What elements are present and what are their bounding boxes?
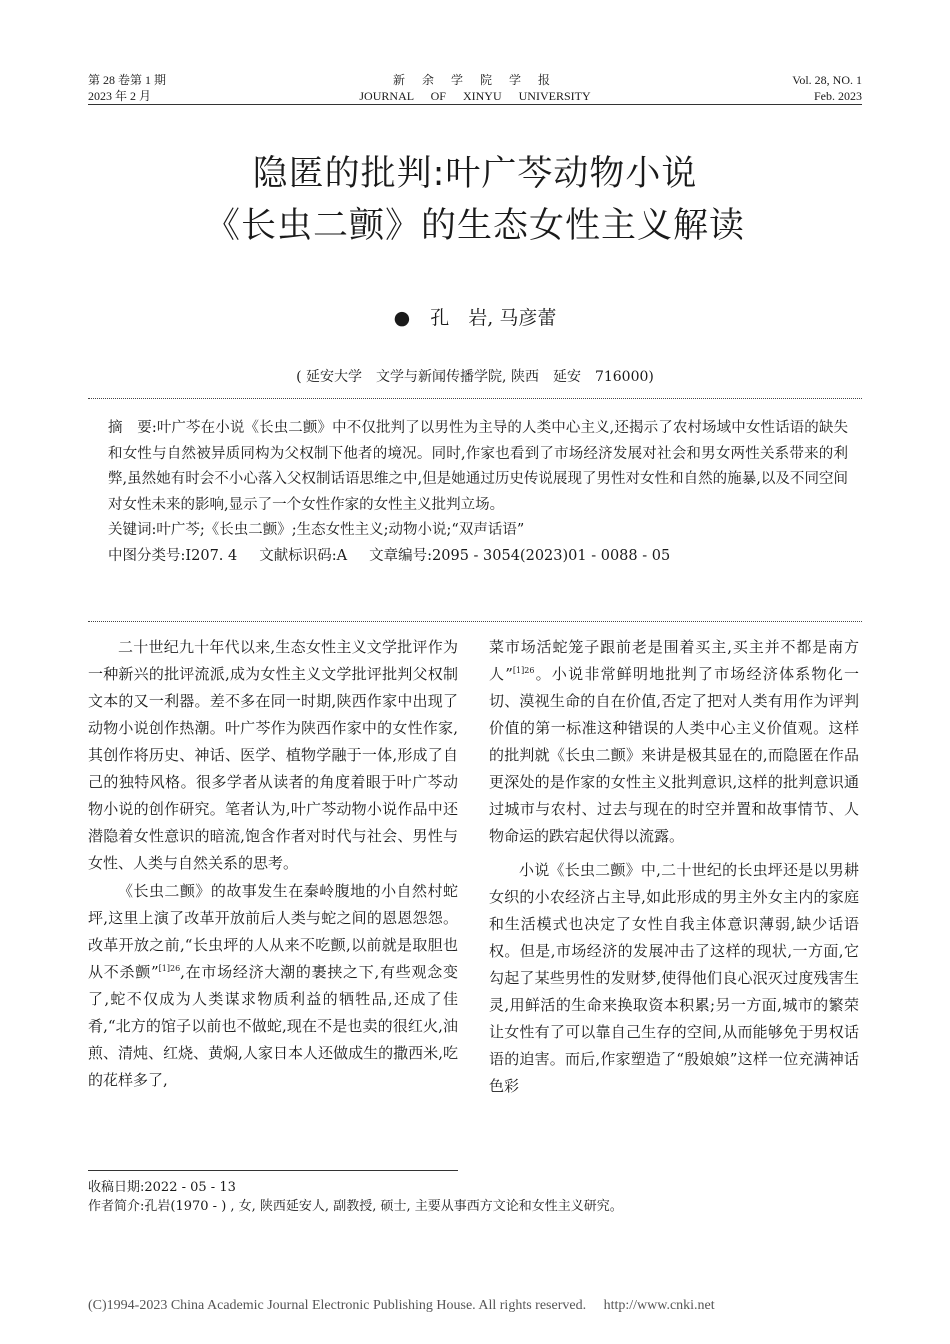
abstract-label: 摘 要: <box>108 420 157 436</box>
body-paragraph: 小说《长虫二颤》中,二十世纪的长虫坪还是以男耕女织的小农经济占主导,如此形成的男主外女主内的家庭和生活模式也决定了女性自我主体意识薄弱,缺少话语权。但是,市场经济的发展冲击了这样的现状,一方面,它勾起了某些男性的发财梦,使得他们良心泯灭过度残害生灵,用鲜活的生命来换取资本积累;另一方面,城市的繁荣让女性有了可以靠自己生存的空间,从而能够免于男权话语的迫害。而后,作家塑造了“殷娘娘”这样一位充满神话色彩 <box>489 861 859 1095</box>
volume-issue-en: Vol. 28, NO. 1 <box>792 73 862 87</box>
body-column-right <box>489 634 859 1100</box>
issue-date-cn: 2023 年 2 月 <box>88 89 152 103</box>
paragraph-text: ,在市场经济大潮的裹挟之下,有些观念变了,蛇不仅成为人类谋求物质利益的牺牲品,还成了佳肴,“北方的馆子以前也不做蛇,现在不是也卖的很红火,油煎、清炖、红烧、黄焖,人家日本人还做成生的撒西米,吃的花样多了, <box>88 963 459 1089</box>
title-line-1: 隐匿的批判:叶广芩动物小说 <box>252 154 698 194</box>
journal-name-en: JOURNAL OF XINYU UNIVERSITY <box>359 89 591 103</box>
footnote-rule <box>88 1170 458 1171</box>
clc-value: I207. 4 <box>185 547 238 564</box>
affiliation: ( 延安大学 文学与新闻传播学院, 陕西 延安 716000) <box>296 369 654 385</box>
body-paragraph <box>88 878 458 1094</box>
title-line-2: 《长虫二颤》的生态女性主义解读 <box>204 206 745 246</box>
keywords-label: 关键词: <box>108 522 157 538</box>
journal-issue-cn <box>88 72 166 104</box>
keywords-text: 叶广芩;《长虫二颤》;生态女性主义;动物小说;“双声话语” <box>156 522 525 538</box>
doc-code-value: A <box>336 547 348 564</box>
author-line <box>88 305 862 331</box>
received-date: 收稿日期:2022 - 05 - 13 <box>88 1180 236 1195</box>
journal-issue-en <box>792 72 862 104</box>
paragraph-text: 菜市场活蛇笼子跟前老是围着买主,买主并不都是南方人” <box>489 638 859 683</box>
abstract-block <box>108 416 848 569</box>
body-paragraph: 二十世纪九十年代以来,生态女性主义文学批评作为一种新兴的批评流派,成为女性主义文学批评批判父权制文本的又一利器。差不多在同一时期,陕西作家中出现了动物小说创作热潮。叶广芩作为陕西作家中的女性作家,其创作将历史、神话、医学、植物学融于一体,形成了自己的独特风格。很多学者从读者的角度着眼于叶广芩动物小说的创作研究。笔者认为,叶广芩动物小说作品中还潜隐着女性意识的暗流,饱含作者对时代与社会、男性与女性、人类与自然关系的思考。 <box>88 638 458 872</box>
body-paragraph <box>489 634 859 850</box>
abstract-top-rule <box>88 398 862 399</box>
abstract <box>108 416 848 518</box>
keywords <box>108 518 848 544</box>
clc-label: 中图分类号: <box>108 547 186 564</box>
author-bio: 作者简介:孔岩(1970 - ) , 女, 陕西延安人, 副教授, 硕士, 主要从事西方文论和女性主义研究。 <box>88 1199 623 1214</box>
doc-code-label: 文献标识码: <box>259 547 337 564</box>
author-names: 孔 岩, 马彦蕾 <box>430 307 557 329</box>
article-no-value: 2095 - 3054(2023)01 - 0088 - 05 <box>432 547 671 564</box>
copyright-footer: (C)1994-2023 China Academic Journal Electronic Publishing House. All rights reserved. http://www.cnki.net <box>88 1298 715 1313</box>
footnotes <box>88 1178 862 1216</box>
header-rule <box>88 104 862 105</box>
abstract-bottom-rule <box>88 621 862 622</box>
journal-name-cn: 新 余 学 院 学 报 <box>392 73 557 87</box>
article-title <box>88 148 862 252</box>
classification-line <box>108 544 848 570</box>
article-no-label: 文章编号: <box>369 547 433 564</box>
journal-name <box>300 72 650 104</box>
volume-issue: 第 28 卷第 1 期 <box>88 73 167 87</box>
citation-ref: [1]26 <box>158 964 181 973</box>
paragraph-text: 。小说非常鲜明地批判了市场经济体系物化一切、漠视生命的自在价值,否定了把对人类有用作为评判价值的第一标准这种错误的人类中心主义价值观。这样的批判就《长虫二颤》来讲是极其显在的,而隐匿在作品更深处的是作家的女性主义批判意识,这样的批判意识通过城市与农村、过去与现在的时空并置和故事情节、人物命运的跌宕起伏得以流露。 <box>489 665 859 845</box>
issue-date-en: Feb. 2023 <box>814 89 862 103</box>
abstract-text: 叶广芩在小说《长虫二颤》中不仅批判了以男性为主导的人类中心主义,还揭示了农村场域中女性话语的缺失和女性与自然被异质同构为父权制下他者的境况。同时,作家也看到了市场经济发展对社会和男女两性关系带来的利弊,虽然她有时会不小心落入父权制话语思维之中,但是她通过历史传说展现了男性对女性和自然的施暴,以及不同空间对女性未来的影响,显示了一个女性作家的女性主义批判立场。 <box>108 420 849 513</box>
body-column-left <box>88 634 458 1094</box>
paragraph-text: 《长虫二颤》的故事发生在秦岭腹地的小自然村蛇坪,这里上演了改革开放前后人类与蛇之间的恩恩怨怨。改革开放之前,“长虫坪的人从来不吃颤,以前就是取胆也从不杀颤” <box>88 882 458 981</box>
citation-ref: [1]26 <box>512 666 535 675</box>
bullet-icon: ● <box>393 307 411 329</box>
